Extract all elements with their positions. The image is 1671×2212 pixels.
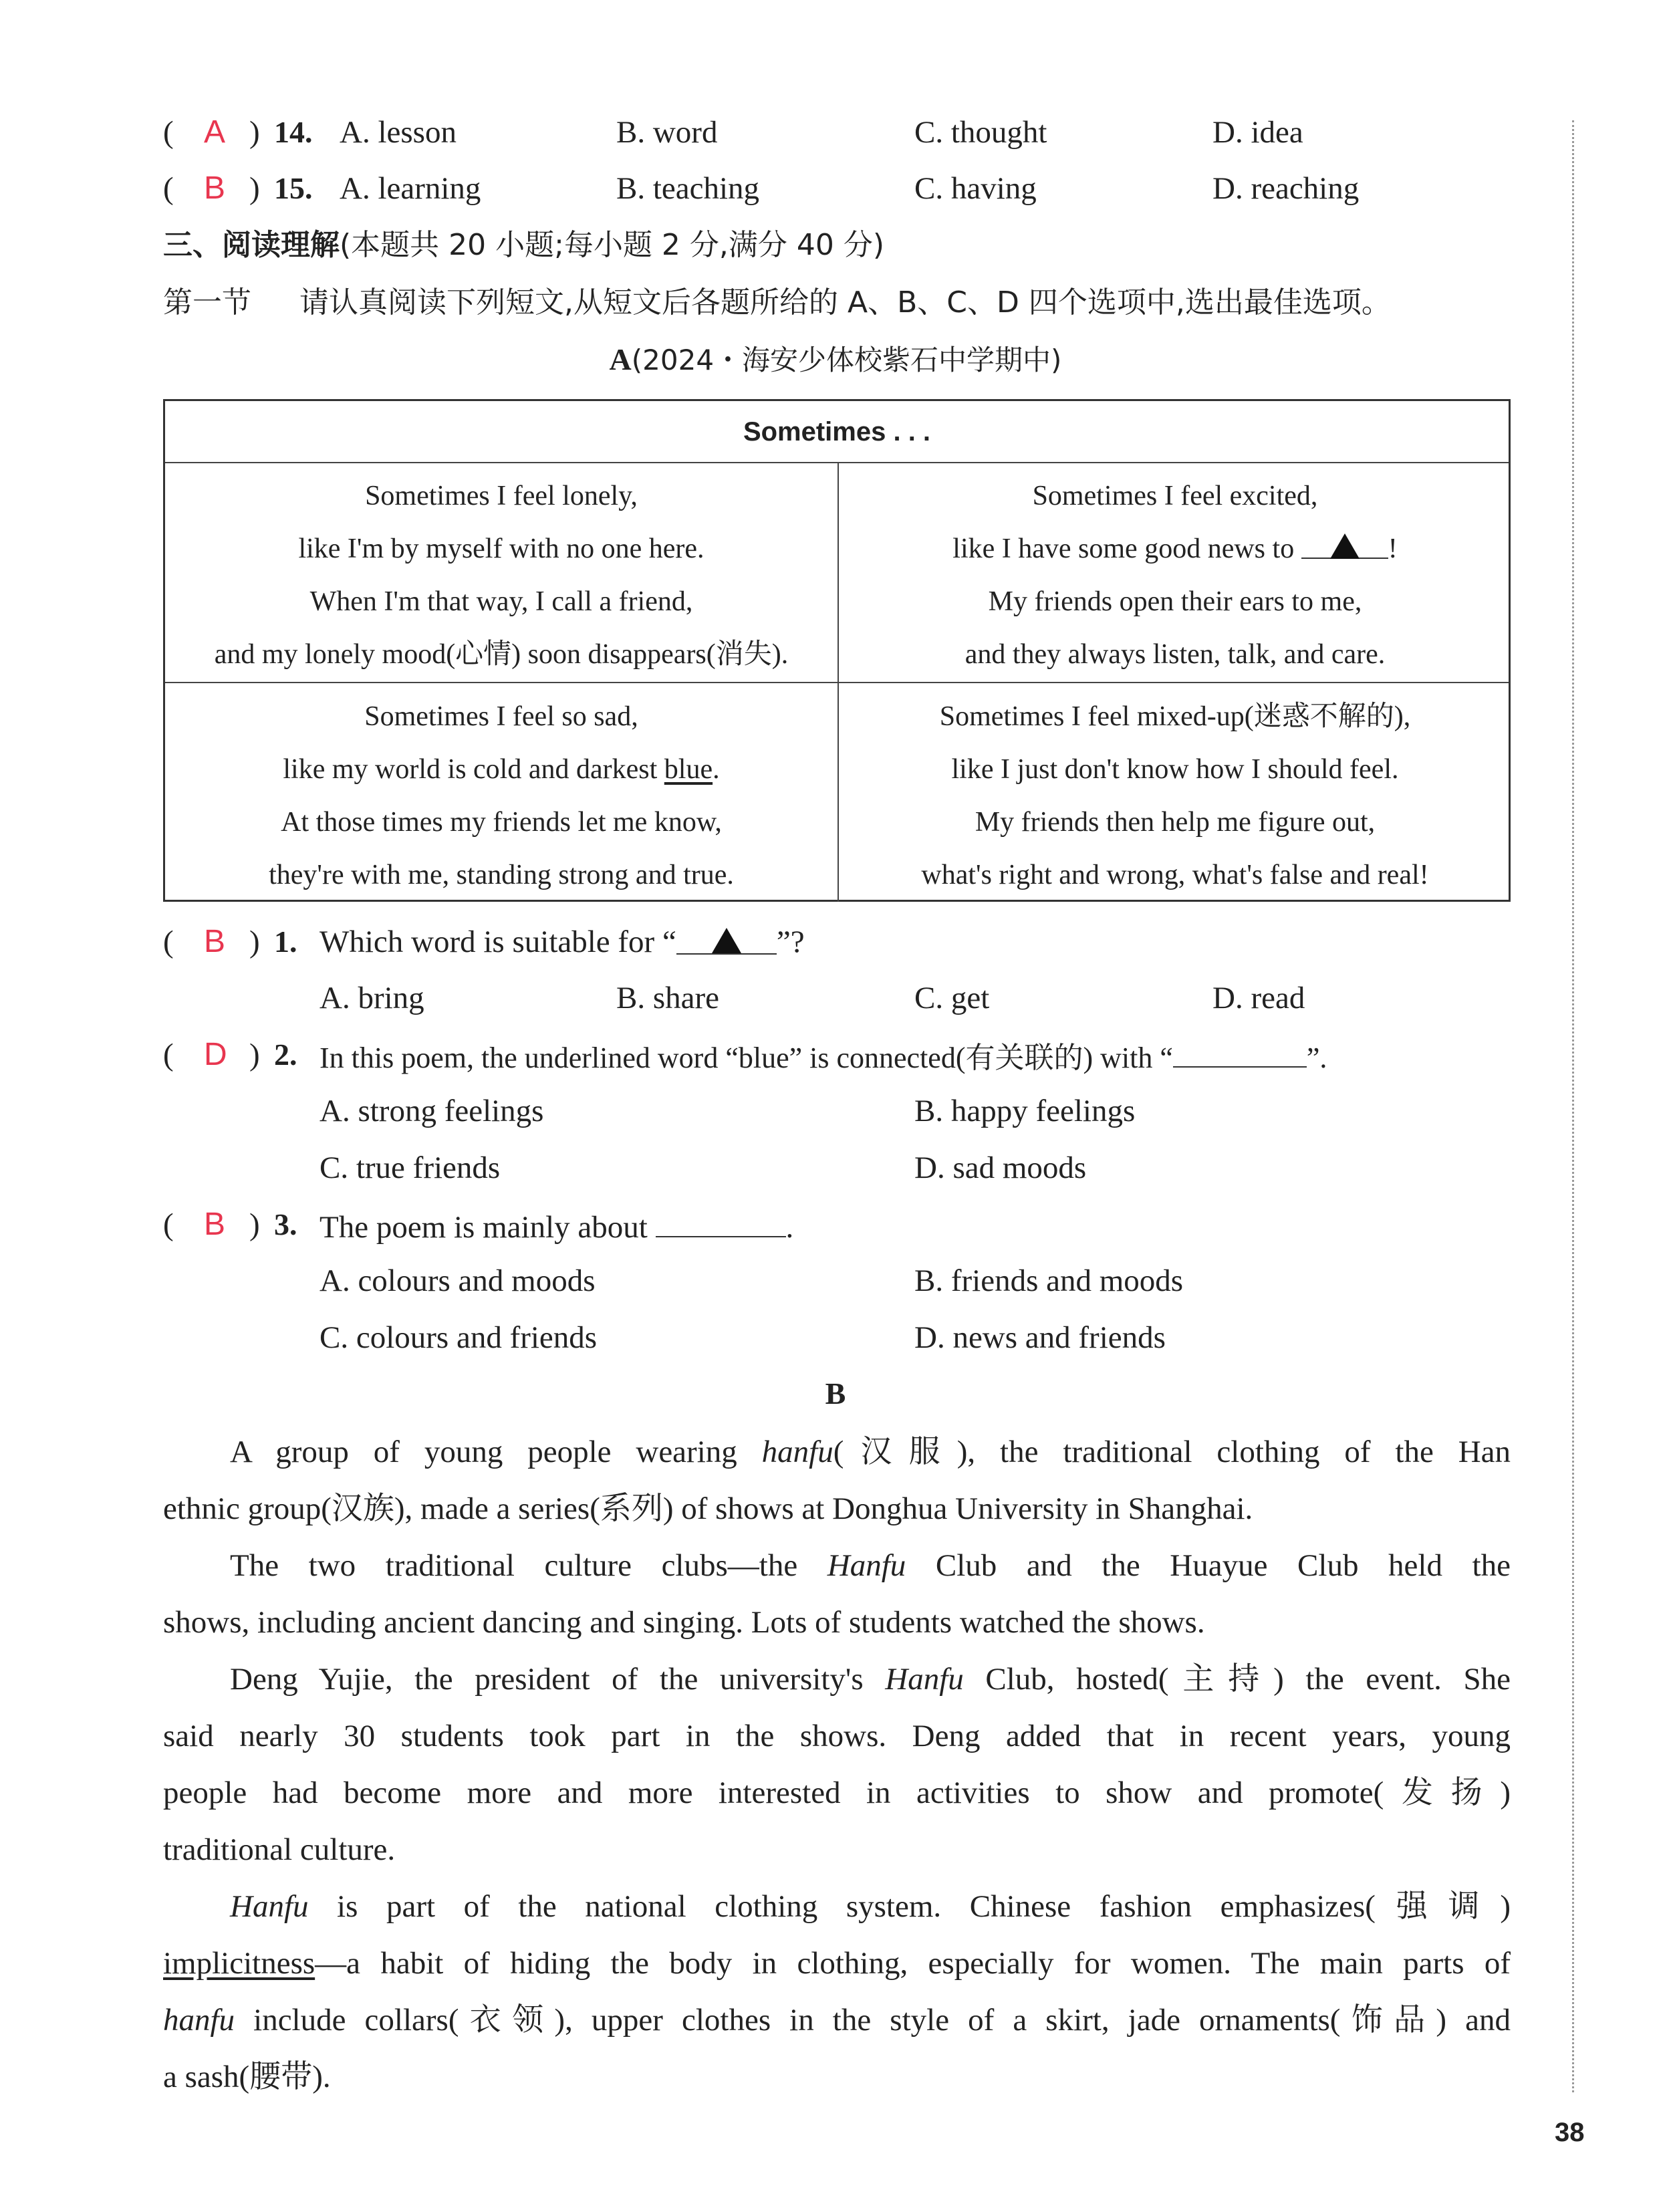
stanza-4 bbox=[839, 691, 1511, 902]
option-c: C. get bbox=[914, 981, 990, 1015]
paragraph-line bbox=[163, 1651, 1511, 1708]
poem-line-text: . bbox=[713, 754, 720, 785]
poem-title: Sometimes . . . bbox=[165, 401, 1509, 463]
option-d: D. news and friends bbox=[914, 1320, 1166, 1355]
poem-line: what's right and wrong, what's false and real! bbox=[921, 860, 1429, 890]
paragraph-line: ethnic group(汉族), made a series(系列) of shows at Donghua University in Shanghai. bbox=[163, 1491, 1253, 1526]
underlined-word: implicitness bbox=[163, 1946, 315, 1981]
paragraph-line: shows, including ancient dancing and singing. Lots of students watched the shows. bbox=[163, 1605, 1205, 1640]
italic-term: Hanfu bbox=[230, 1889, 309, 1924]
option-b: B. teaching bbox=[616, 171, 760, 206]
question-number: 3. bbox=[274, 1207, 297, 1241]
answer-mark: A bbox=[204, 114, 226, 150]
passage-letter: A bbox=[609, 342, 632, 376]
answer-blank bbox=[656, 1201, 786, 1237]
stem-text: Which word is suitable for “ bbox=[319, 925, 676, 959]
paragraph-line: a sash(腰带). bbox=[163, 2060, 331, 2094]
text: (汉服), the traditional clothing of the Han bbox=[833, 1435, 1511, 1469]
option-c: C. colours and friends bbox=[319, 1320, 598, 1355]
paren-close: ) bbox=[249, 925, 260, 959]
paren-open: ( bbox=[163, 925, 174, 959]
triangle-icon bbox=[712, 928, 741, 953]
question-number: 15. bbox=[274, 171, 313, 205]
question-row bbox=[0, 1201, 1581, 1248]
page-edge-rule bbox=[1572, 120, 1574, 2092]
text: The two traditional culture clubs—the bbox=[230, 1548, 827, 1583]
poem-line bbox=[165, 743, 838, 796]
paragraph-line bbox=[163, 1992, 1511, 2049]
text: Deng Yujie, the president of the university's bbox=[230, 1662, 886, 1697]
option-c: C. having bbox=[914, 171, 1037, 206]
question-stem bbox=[319, 1031, 1327, 1082]
question-number: 14. bbox=[274, 115, 313, 149]
stem-text: . bbox=[785, 1210, 794, 1245]
poem-line-text: ! bbox=[1388, 533, 1398, 564]
paragraph-line bbox=[163, 1935, 1511, 1992]
option-c: C. true friends bbox=[319, 1150, 501, 1185]
text: is part of the national clothing system. Chinese fashion emphasizes(强调) bbox=[308, 1889, 1511, 1924]
answer-blank bbox=[676, 918, 777, 955]
passage-b-heading: B bbox=[825, 1376, 846, 1410]
italic-term: hanfu bbox=[761, 1435, 833, 1469]
stanza-1 bbox=[165, 470, 838, 681]
section-note: (本题共 20 小题;每小题 2 分,满分 40 分) bbox=[340, 228, 885, 262]
italic-term: hanfu bbox=[163, 2003, 235, 2038]
stanza-2 bbox=[839, 470, 1511, 681]
option-a: A. colours and moods bbox=[319, 1263, 596, 1298]
option-c: C. thought bbox=[914, 115, 1047, 150]
poem-line-text: like my world is cold and darkest bbox=[283, 754, 664, 785]
options-row bbox=[0, 1257, 1581, 1304]
option-b: B. word bbox=[616, 115, 718, 150]
question-row bbox=[0, 165, 1581, 212]
poem-line: like I'm by myself with no one here. bbox=[298, 533, 704, 564]
answer-mark: D bbox=[204, 1037, 227, 1072]
question-stem bbox=[319, 1201, 793, 1251]
text: include collars(衣领), upper clothes in the style of a skirt, jade ornaments(饰品) and bbox=[235, 2003, 1511, 2038]
text: —a habit of hiding the body in clothing, especially for women. The main parts of bbox=[315, 1946, 1511, 1981]
poem-line-text: like I have some good news to bbox=[952, 533, 1295, 564]
page-number: 38 bbox=[1555, 2118, 1585, 2147]
paragraph bbox=[163, 1424, 1511, 1538]
options-row bbox=[0, 1088, 1581, 1134]
question-number: 2. bbox=[274, 1037, 297, 1072]
paren-open: ( bbox=[163, 115, 174, 150]
answer-mark: B bbox=[204, 1207, 226, 1242]
instruction-text: 请认真阅读下列短文,从短文后各题所给的 A、B、C、D 四个选项中,选出最佳选项。 bbox=[299, 285, 1391, 320]
poem-line: My friends open their ears to me, bbox=[988, 586, 1362, 617]
poem-line: and they always listen, talk, and care. bbox=[965, 639, 1386, 670]
section-title: 三、阅读理解 bbox=[163, 228, 340, 262]
poem-line: When I'm that way, I call a friend, bbox=[309, 586, 693, 617]
paren-open: ( bbox=[163, 171, 174, 206]
answer-mark: B bbox=[204, 924, 226, 959]
poem-table bbox=[163, 399, 1511, 902]
stem-text: ”? bbox=[776, 925, 805, 959]
text: Club, hosted(主持) the event. She bbox=[963, 1662, 1511, 1697]
option-a: A. bring bbox=[319, 981, 424, 1015]
stem-text: ”. bbox=[1306, 1041, 1327, 1074]
section-heading bbox=[0, 222, 1581, 269]
options-row bbox=[0, 1314, 1581, 1361]
paren-close: ) bbox=[249, 1037, 260, 1072]
paragraph bbox=[163, 1878, 1511, 2106]
paren-close: ) bbox=[249, 1207, 260, 1242]
poem-line: Sometimes I feel excited, bbox=[1032, 481, 1318, 511]
paragraph-line: traditional culture. bbox=[163, 1832, 396, 1867]
option-d: D. sad moods bbox=[914, 1150, 1087, 1185]
paren-open: ( bbox=[163, 1207, 174, 1242]
question-stem bbox=[319, 918, 805, 965]
option-b: B. happy feelings bbox=[914, 1094, 1136, 1128]
underlined-word: blue bbox=[664, 754, 713, 785]
text: Club and the Huayue Club held the bbox=[906, 1548, 1511, 1583]
paren-close: ) bbox=[249, 115, 260, 150]
italic-term: Hanfu bbox=[885, 1662, 964, 1697]
answer-mark: B bbox=[204, 170, 226, 206]
stem-text: In this poem, the underlined word “blue” is connected(有关联的) with “ bbox=[319, 1041, 1173, 1074]
poem-line: My friends then help me figure out, bbox=[975, 807, 1376, 838]
passage-a-heading bbox=[0, 336, 1671, 383]
paragraph bbox=[163, 1538, 1511, 1651]
poem-line: and my lonely mood(心情) soon disappears(消失). bbox=[214, 639, 789, 670]
paren-close: ) bbox=[249, 171, 260, 206]
italic-term: Hanfu bbox=[827, 1548, 906, 1583]
option-d: D. idea bbox=[1212, 115, 1303, 150]
poem-line: Sometimes I feel mixed-up(迷惑不解的), bbox=[939, 701, 1411, 732]
question-row bbox=[0, 918, 1581, 965]
option-d: D. read bbox=[1212, 981, 1305, 1015]
options-row bbox=[0, 1144, 1581, 1191]
answer-blank bbox=[1301, 523, 1388, 559]
text: A group of young people wearing bbox=[230, 1435, 762, 1469]
triangle-icon bbox=[1330, 533, 1360, 559]
poem-line bbox=[839, 523, 1511, 576]
option-d: D. reaching bbox=[1212, 171, 1360, 206]
options-row bbox=[0, 975, 1581, 1021]
paragraph-line bbox=[163, 1878, 1511, 1935]
question-row bbox=[0, 109, 1581, 156]
answer-blank bbox=[1173, 1031, 1307, 1068]
option-a: A. strong feelings bbox=[319, 1094, 544, 1128]
part-label: 第一节 bbox=[163, 285, 251, 320]
poem-line: like I just don't know how I should feel. bbox=[951, 754, 1399, 785]
option-b: B. share bbox=[616, 981, 720, 1015]
poem-line: Sometimes I feel so sad, bbox=[364, 701, 638, 732]
passage-source: (2024・海安少体校紫石中学期中) bbox=[631, 344, 1062, 376]
table-divider-horizontal bbox=[165, 682, 1509, 683]
option-b: B. friends and moods bbox=[914, 1263, 1184, 1298]
section-instruction bbox=[0, 279, 1581, 326]
question-number: 1. bbox=[274, 925, 297, 959]
poem-line: Sometimes I feel lonely, bbox=[365, 481, 638, 511]
question-row bbox=[0, 1031, 1581, 1078]
paragraph-line: people had become more and more interested in activities to show and promote(发扬) bbox=[163, 1775, 1511, 1810]
paragraph-line bbox=[163, 1538, 1511, 1594]
paragraph-line: said nearly 30 students took part in the shows. Deng added that in recent years, young bbox=[163, 1719, 1511, 1753]
stem-text: The poem is mainly about bbox=[319, 1210, 656, 1245]
paragraph-line bbox=[163, 1424, 1511, 1481]
poem-line: they're with me, standing strong and true. bbox=[269, 860, 734, 890]
stanza-3 bbox=[165, 691, 838, 902]
option-a: A. lesson bbox=[340, 115, 457, 150]
option-a: A. learning bbox=[340, 171, 481, 206]
paren-open: ( bbox=[163, 1037, 174, 1072]
poem-line: At those times my friends let me know, bbox=[281, 807, 722, 838]
paragraph bbox=[163, 1651, 1511, 1878]
